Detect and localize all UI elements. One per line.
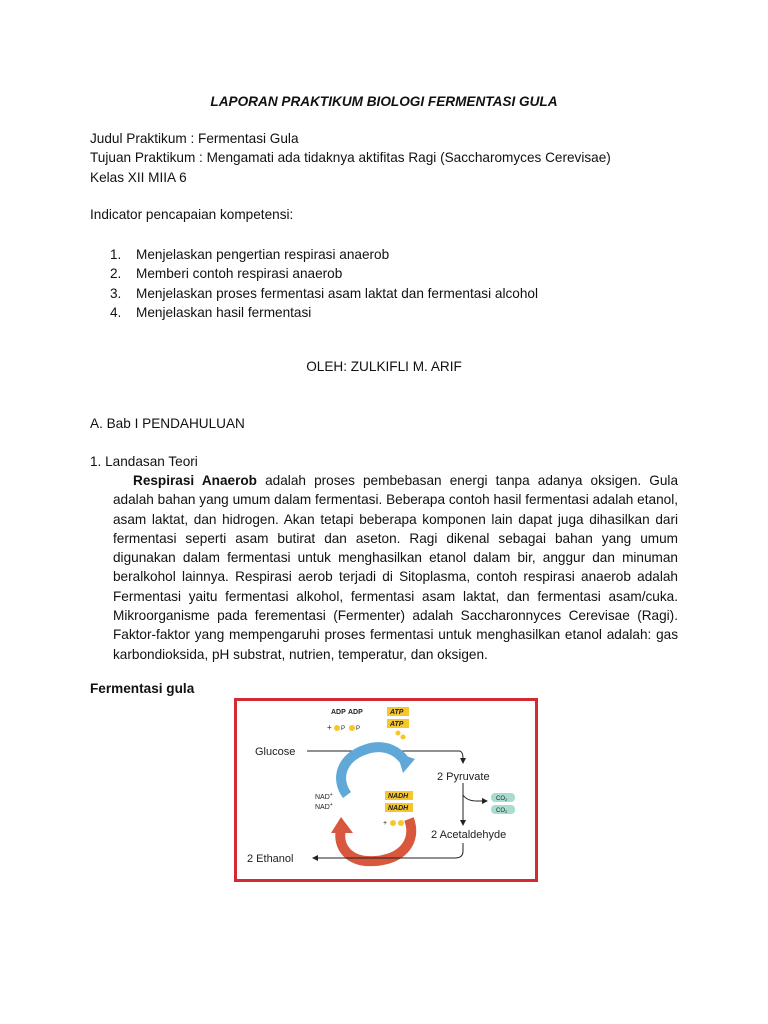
paragraph-body: adalah proses pembebasan energi tanpa adanya oksigen. Gula adalah bahan yang umum dalam fermentasi. Beberapa contoh hasil fermentasi adalah etanol, asam laktat, dan hidrogen. Akan tetapi beberapa komponen lain dapat juga dihasilkan dari fermentasi seperti asam butirat dan aseton. Ragi dikenal sebagai bahan yang umum digunakan dalam fermentasi untuk menghasilkan etanol dalam bir, anggur dan minuman beralkohol lainnya. Respirasi aerob terjadi di Sitoplasma, contoh respirasi anaerob adalah Fermentasi yaitu fermentasi alkohol, fermentasi asam laktat, dan fermentasi asam/cuka. Mikroorganisme pada ferementasi (Fermenter) adalah Saccharonnyces Cerevisae (Ragi). Faktor-faktor yang mempengaruhi proses fermentasi untuk menghasilkan etanol adalah: gas karbondioksida, pH substrat, nutrien, temperatur, dan oksigen. <box>113 473 679 662</box>
list-item: 3. Menjelaskan proses fermentasi asam laktat dan fermentasi alcohol <box>110 285 538 301</box>
h-plus: + <box>383 820 388 827</box>
tujuan-line: Tujuan Praktikum : Mengamati ada tidaknya aktifitas Ragi (Saccharomyces Cerevisae) <box>90 150 611 165</box>
section-heading: A. Bab I PENDAHULUAN <box>90 416 245 431</box>
atp-label-1: ATP <box>390 709 404 716</box>
list-item: 2. Memberi contoh respirasi anaerob <box>110 266 343 282</box>
list-item: 4. Menjelaskan hasil fermentasi <box>110 304 312 320</box>
h-dot-2 <box>398 820 404 826</box>
judul-line: Judul Praktikum : Fermentasi Gula <box>90 131 299 146</box>
nad-label-2: NAD+ <box>315 802 333 811</box>
pi-dot-2 <box>349 725 355 731</box>
adp-label-1: ADP <box>331 709 346 716</box>
fermentation-diagram-svg <box>237 701 535 879</box>
ethanol-label: 2 Ethanol <box>247 853 294 865</box>
atp-label-2: ATP <box>390 721 404 728</box>
nad-label-1: NAD+ <box>315 792 333 801</box>
subsection-heading: 1. Landasan Teori <box>90 454 198 469</box>
acetaldehyde-label: 2 Acetaldehyde <box>431 829 507 841</box>
indicator-list <box>110 245 538 322</box>
figure-heading: Fermentasi gula <box>90 681 195 696</box>
theory-paragraph <box>113 471 678 664</box>
atp-dot <box>396 731 401 736</box>
pi-dot-1 <box>334 725 340 731</box>
kelas-line: Kelas XII MIIA 6 <box>90 170 187 185</box>
co2-label-1: CO2 <box>496 796 508 802</box>
atp-dot <box>401 735 406 740</box>
nadh-label-1: NADH <box>388 793 409 800</box>
nadh-label-2: NADH <box>388 805 409 812</box>
pi-label-2: P <box>356 726 361 732</box>
co2-label-2: CO2 <box>496 808 508 814</box>
glucose-label: Glucose <box>255 746 296 758</box>
list-item: 1. Menjelaskan pengertian respirasi anaerob <box>110 247 390 262</box>
adp-label-2: ADP <box>348 709 363 716</box>
blue-cycle-arrow <box>341 747 405 795</box>
h-dot-1 <box>390 820 396 826</box>
document-title: LAPORAN PRAKTIKUM BIOLOGI FERMENTASI GULA <box>210 94 558 109</box>
paragraph-bold-term: Respirasi Anaerob <box>133 473 257 488</box>
author-line: OLEH: ZULKIFLI M. ARIF <box>306 359 462 374</box>
pi-plus: + <box>327 723 332 732</box>
fermentation-diagram <box>234 698 538 882</box>
blue-arrow-head <box>397 753 415 773</box>
co2-branch-arrow <box>463 795 487 801</box>
indicator-heading: Indicator pencapaian kompetensi: <box>90 207 294 222</box>
red-arrow-head <box>331 817 353 833</box>
pyruvate-label: 2 Pyruvate <box>437 771 490 783</box>
pi-label-1: P <box>341 726 346 732</box>
glucose-to-pyruvate-arrow <box>459 751 463 763</box>
